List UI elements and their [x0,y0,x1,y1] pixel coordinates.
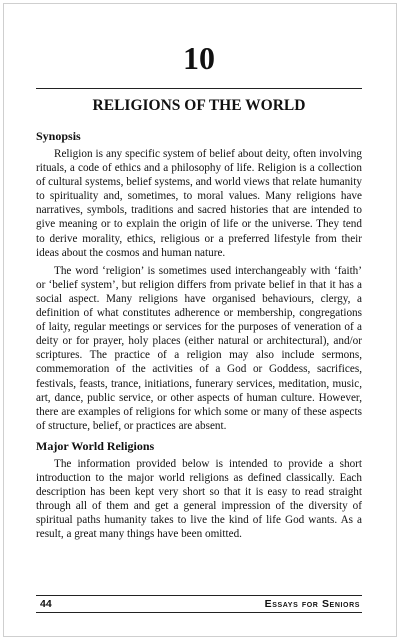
synopsis-paragraph-1: Religion is any specific system of belief about deity, often involving rituals, a code of ethics and a philosophy of life. Religion is a collection of cultural systems, belief systems, and world views that relate humanity to spirituality and, sometimes, to moral values. Many religions have narratives, symbols, traditions and sacred histories that are intended to give meaning or to explain the origin of life or the universe. They tend to derive morality, ethics, religious or a preferred lifestyle from their ideas about the cosmos and human nature. [36,148,362,259]
page-content [36,40,362,545]
page-number: 44 [40,598,52,610]
synopsis-heading: Synopsis [36,129,81,143]
chapter-divider [36,88,362,89]
major-religions-heading: Major World Religions [36,438,155,453]
synopsis-paragraph-2: The word ‘religion’ is sometimes used interchangeably with ‘faith’ or ‘belief system’, but religion differs from private belief in that it has a social aspect. Many religions have organised behaviours, clergy, a definition of what constitutes adherence or membership, congregations of laity, regular meetings or services for the purposes of veneration of a deity or for prayer, holy places (either natural or architectural), and/or scriptures. The practice of a religion may also include sermons, commemoration of the activities of a God or Goddess, sacrifices, festivals, feasts, trance, initiations, funerary services, meditation, music, art, dance, public service, or other aspects of human culture. However, there are examples of religions for which some or many of these aspects of structure, belief, or practices are absent. [36,264,362,432]
chapter-title: RELIGIONS OF THE WORLD [92,97,306,114]
major-religions-paragraph-1: The information provided below is intended to provide a short introduction to the major world religions as defined classically. Each description has been kept very short so that it is easy to read straight through all of them and get a general impression of the diversity of spiritual paths humanity takes to live the kind of life God wants. As a result, a great many things have been omitted. [36,457,362,541]
chapter-number: 10 [183,40,215,76]
running-book-title: Essays for Seniors [264,598,360,610]
page-footer [36,595,362,613]
